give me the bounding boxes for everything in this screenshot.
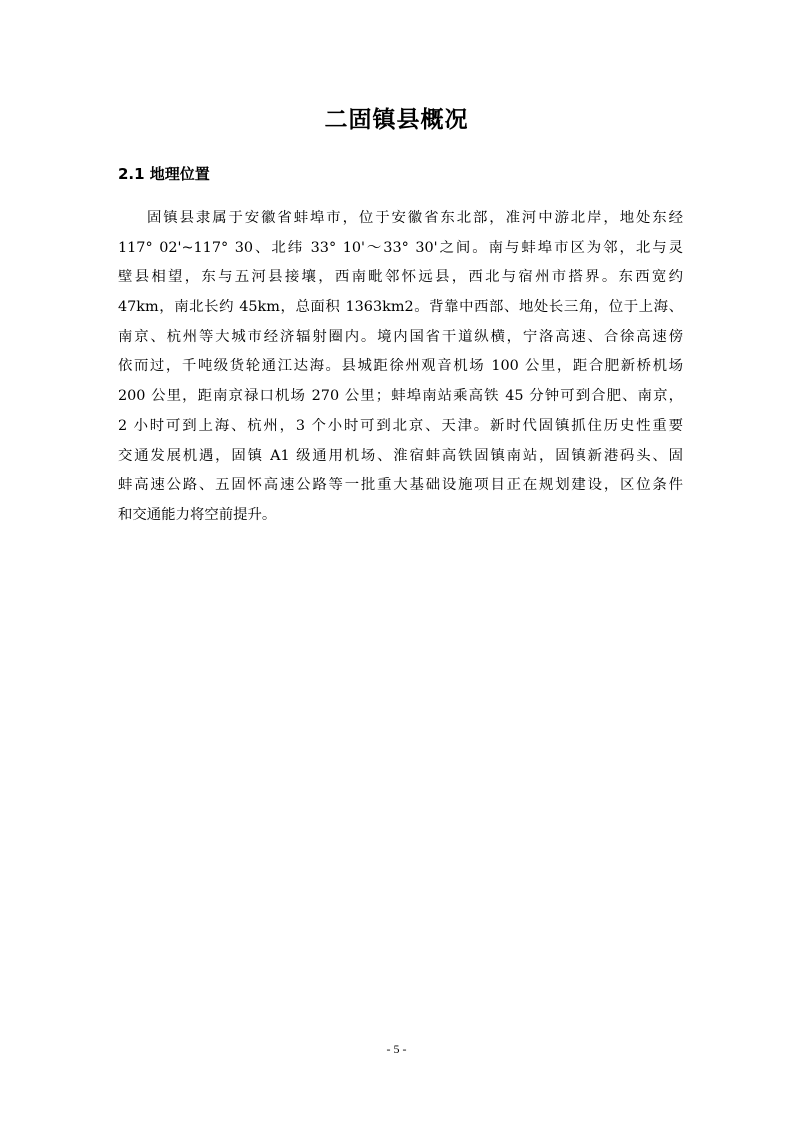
chapter-title: 二固镇县概况 — [324, 107, 469, 133]
section-heading: 2.1 地理位置 — [118, 165, 210, 183]
paragraph-line: 47km，南北长约 45km，总面积 1363km2。背靠中西部、地处长三角，位于上海、 — [118, 299, 683, 316]
paragraph-line: 200 公里，距南京禄口机场 270 公里；蚌埠南站乘高铁 45 分钟可到合肥、南京， — [118, 388, 683, 405]
paragraph-line: 交通发展机遇，固镇 A1 级通用机场、淮宿蚌高铁固镇南站，固镇新港码头、固 — [118, 447, 683, 464]
paragraph-line: 和交通能力将空前提升。 — [118, 506, 277, 523]
paragraph-line: 壁县相望，东与五河县接壤，西南毗邻怀远县，西北与宿州市搭界。东西宽约 — [118, 269, 683, 286]
page-number: - 5 - — [386, 1042, 407, 1056]
paragraph-line: 南京、杭州等大城市经济辐射圈内。境内国省干道纵横，宁洛高速、合徐高速傍 — [118, 328, 683, 345]
paragraph-line: 依而过，千吨级货轮通江达海。县城距徐州观音机场 100 公里，距合肥新桥机场 — [118, 358, 683, 375]
body-paragraph — [118, 204, 683, 531]
paragraph-line: 蚌高速公路、五固怀高速公路等一批重大基础设施项目正在规划建设，区位条件 — [118, 477, 683, 494]
paragraph-line: 117° 02'~117° 30、北纬 33° 10'～33° 30'之间。南与蚌埠市区为邻，北与灵 — [118, 239, 683, 256]
paragraph-line: 2 小时可到上海、杭州，3 个小时可到北京、天津。新时代固镇抓住历史性重要 — [118, 417, 683, 434]
paragraph-line: 固镇县隶属于安徽省蚌埠市，位于安徽省东北部，准河中游北岸，地处东经 — [147, 210, 683, 226]
